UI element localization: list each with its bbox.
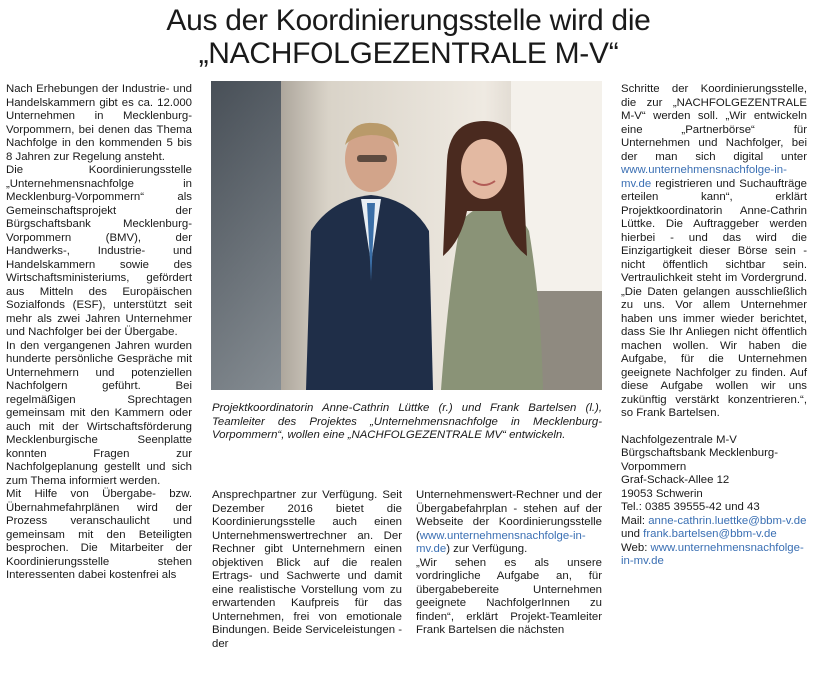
contact-bank: Bürgschaftsbank Mecklenburg-Vorpommern [621,447,779,473]
website-link[interactable]: www.unternehmensnachfolge-in-mv.de [416,529,586,555]
mail-label: Mail: [621,514,649,527]
web-label: Web: [621,541,651,554]
article-headline [0,4,817,70]
paragraph: Die Koordinierungsstelle „Unternehmensnachfolge in Mecklenburg-Vorpommern“ als Gemeinschaftsprojekt der Bürgschaftsbank Mecklenburg-Vorpommern (BMV), der Handwerks-, Industrie- und Handelskammern sowie des Wirtschaftsministeriums, gefördert aus Mitteln des Europäischen Sozialfonds (ESF), unterstützt seit mehr als zwei Jahren Unternehmer und Nachfolger bei der Übergabe. [6,164,192,338]
paragraph [416,489,602,557]
article-column-3 [416,489,602,638]
website-link[interactable]: www.unternehmensnachfolge-in-mv.de [621,541,804,567]
article-column-4 [621,83,807,569]
contact-org: Nachfolgezentrale M-V [621,433,737,446]
email-link[interactable]: anne-cathrin.luettke@bbm-v.de [648,514,807,527]
contact-phone: Tel.: 0385 39555-42 und 43 [621,501,760,513]
paragraph: In den vergangenen Jahren wurden hunderte persönliche Gespräche mit Unternehmern und potenziellen Nachfolgern geführt. Bei regelmäßigen Sprechtagen gemeinsam mit den Kammern oder auch mit der Wirtschaftsförderung Mecklenburgische Seenplatte konnten Fragen zur Nachfolgeplanung gestellt und sich zum Thema informiert werden. [6,339,192,487]
text: Schritte der Koordinierungsstelle, die zur „NACHFOLGEZENTRALE M-V“ werden soll. „Wir entwickeln eine „Partnerbörse“ für Unternehmen und Nachfolger, bei der man sich digital unter [621,83,807,163]
headline-line-2: „NACHFOLGEZENTRALE M-V“ [198,37,619,70]
text: ) zur Verfügung. [446,543,528,555]
text: Unternehmenswert-Rechner und der Übergabefahrplan - stehen auf der Webseite der Koordinierungsstelle ( [416,489,602,542]
contact-web [621,542,807,569]
paragraph [621,83,807,421]
paragraph: „Wir sehen es als unsere vordringliche Aufgabe an, für übergabebereite Unternehmen geeignete NachfolgerInnen zu finden“, erklärt Projekt-Teamleiter Frank Bartelsen die nächsten [416,556,602,636]
paragraph: Nach Erhebungen der Industrie- und Handelskammern gibt es ca. 12.000 Unternehmen in Mecklenburg-Vorpommern, bei denen das Thema Nachfolge in den kommenden 5 bis 8 Jahren zur Regelung ansteht. [6,83,192,163]
article-column-2 [212,489,402,651]
photo-caption: Projektkoordinatorin Anne-Cathrin Lüttke (r.) und Frank Bartelsen (l.), Teamleiter des Projektes „Unternehmensnachfolge in Mecklenburg-Vorpommern“, wollen eine „NACHFOLGEZENTRALE MV“ entwickeln. [212,402,602,441]
website-link[interactable]: www.unternehmensnachfolge-in-mv.de [621,164,787,190]
article-photo [211,81,602,390]
photo-two-people [211,81,602,390]
email-link[interactable]: frank.bartelsen@bbm-v.de [643,528,777,540]
mail-join: und [621,528,644,540]
paragraph: Ansprechpartner zur Verfügung. Seit Dezember 2016 bietet die Koordinierungsstelle auch einen Unternehmenswertrechner an. Der Rechner gibt Unternehmern einen objektiven Blick auf die realen Ertrags- und Sachwerte und damit eine realistische Vorstellung vom zu erwartenden Kaufpreis für das Unternehmen, frei von emotionale Bindungen. Beide Serviceleistungen - der [212,489,402,650]
text: registrieren und Suchaufträge erteilen kann“, erklärt Projektkoordinatorin Anne-Cathrin Lüttke. Die Auftraggeber werden hierbei - und das wird die Einzigartigkeit dieser Börse sein - nicht öffentlich sichtbar sein. Vertraulichkeit steht im Vordergrund. „Die Daten gelangen ausschließlich zu uns. Vor allem Unternehmer haben uns immer wieder berichtet, dass Sie Ihr Anliegen nicht öffentlich machen wollen. Wir haben die Aufgabe, für die Unternehmen geeignete Nachfolger zu finden. Auf diese Aufgabe wollen wir uns zukünftig verstärkt konzentrieren.“, so Frank Bartelsen. [621,177,807,419]
contact-block [621,434,807,569]
contact-street: Graf-Schack-Allee 12 [621,474,730,486]
article-column-1 [6,83,192,583]
paragraph: Mit Hilfe von Übergabe- bzw. Übernahmefahrplänen wird der Prozess veranschaulicht und gemeinsam mit den Beteiligten besprochen. Die Mitarbeiter der Koordinierungsstelle stehen Interessenten dabei kostenfrei als [6,488,192,581]
contact-city: 19053 Schwerin [621,487,703,500]
headline-line-1: Aus der Koordinierungsstelle wird die [166,4,651,37]
contact-mail [621,515,807,542]
